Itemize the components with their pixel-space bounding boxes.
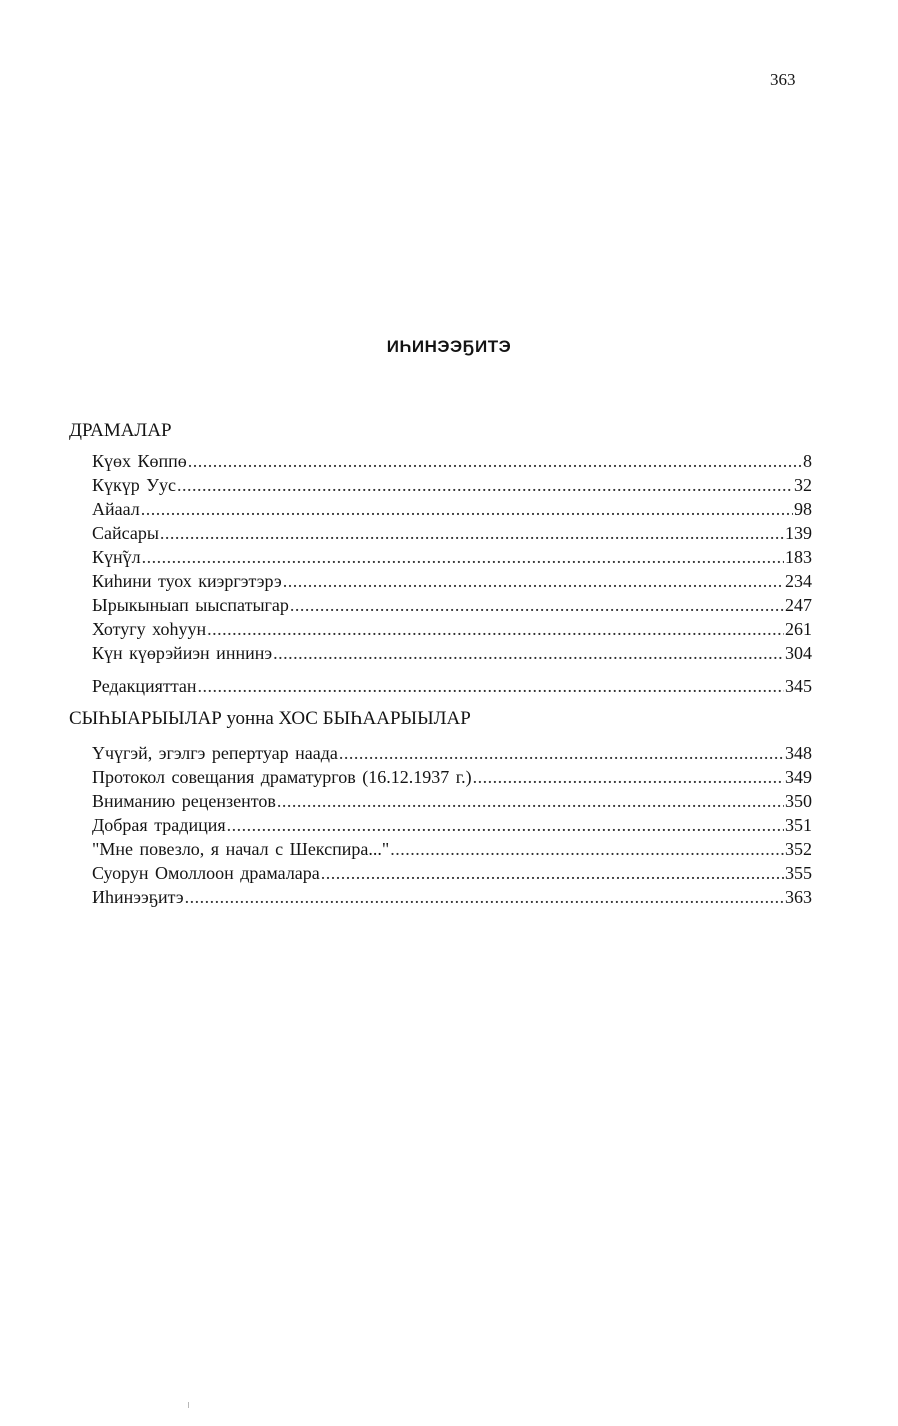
- scan-artifact: [188, 1402, 189, 1408]
- toc-entry[interactable]: [92, 497, 812, 521]
- entry-title: Айаал: [92, 499, 140, 519]
- toc-entry[interactable]: [92, 837, 812, 861]
- dot-leader: [207, 617, 784, 641]
- dot-leader: [188, 449, 802, 473]
- toc-entry[interactable]: [92, 789, 812, 813]
- toc-title: ИҺИНЭЭҔИТЭ: [386, 337, 512, 356]
- entry-page: 261: [785, 619, 812, 639]
- entry-title: Ырыкыныап ыыспатыгар: [92, 595, 289, 615]
- entry-title: Протокол совещания драматургов (16.12.1937 г.): [92, 767, 472, 787]
- toc-entry[interactable]: [92, 593, 812, 617]
- dot-leader: [142, 545, 784, 569]
- dot-leader: [321, 861, 784, 885]
- toc-entry[interactable]: [92, 641, 812, 665]
- dot-leader: [473, 765, 784, 789]
- entry-page: 348: [785, 743, 812, 763]
- entry-title: Иһинээҕитэ: [92, 887, 184, 907]
- entry-page: 350: [785, 791, 812, 811]
- dot-leader: [227, 813, 784, 837]
- entry-page: 183: [785, 547, 812, 567]
- dot-leader: [160, 521, 784, 545]
- toc-entry[interactable]: [92, 885, 812, 909]
- entry-page: 32: [794, 475, 812, 495]
- entry-title: Вниманию рецензентов: [92, 791, 276, 811]
- entry-title: Күн̃үл: [92, 547, 141, 567]
- entry-page: 351: [785, 815, 812, 835]
- dot-leader: [177, 473, 793, 497]
- dramas-entries: [92, 449, 812, 665]
- dot-leader: [273, 641, 784, 665]
- entry-title: Үчүгэй, эгэлгэ репертуар наада: [92, 743, 338, 763]
- entry-page: 234: [785, 571, 812, 591]
- dot-leader: [185, 885, 784, 909]
- toc-entry[interactable]: [92, 674, 812, 698]
- entry-page: 355: [785, 863, 812, 883]
- entry-title: Сайсары: [92, 523, 159, 543]
- toc-entry[interactable]: [92, 861, 812, 885]
- entry-page: 247: [785, 595, 812, 615]
- dot-leader: [283, 569, 784, 593]
- toc-entry[interactable]: [92, 813, 812, 837]
- entry-page: 345: [785, 676, 812, 696]
- entry-title: Добрая традиция: [92, 815, 226, 835]
- entry-title: Күкүр Уус: [92, 475, 176, 495]
- entry-page: 304: [785, 643, 812, 663]
- entry-page: 139: [785, 523, 812, 543]
- entry-title: Күн күөрэйиэн иннинэ: [92, 643, 273, 663]
- page-number: 363: [770, 70, 796, 89]
- toc-entry[interactable]: [92, 765, 812, 789]
- toc-entry[interactable]: [92, 521, 812, 545]
- entry-page: 352: [785, 839, 812, 859]
- toc-entry[interactable]: [92, 741, 812, 765]
- dot-leader: [277, 789, 784, 813]
- entry-title: Күөх Көппө: [92, 451, 187, 471]
- section-heading-appendices: СЫҺЫАРЫЫЛАР уонна ХОС БЫҺААРЫЫЛАР: [69, 708, 471, 729]
- appendices-entries: [92, 741, 812, 909]
- editorial-entries: [92, 674, 812, 698]
- entry-page: 349: [785, 767, 812, 787]
- entry-page: 8: [803, 451, 812, 471]
- toc-entry[interactable]: [92, 545, 812, 569]
- toc-entry[interactable]: [92, 569, 812, 593]
- entry-title: Редакцияттан: [92, 676, 197, 696]
- entry-title: "Мне повезло, я начал с Шекспира...": [92, 839, 390, 859]
- dot-leader: [390, 837, 784, 861]
- entry-page: 363: [785, 887, 812, 907]
- entry-page: 98: [794, 499, 812, 519]
- section-heading-dramas: ДРАМАЛАР: [69, 420, 172, 441]
- entry-title: Суорун Омоллоон драмалара: [92, 863, 320, 883]
- dot-leader: [198, 674, 784, 698]
- entry-title: Киһини туох киэргэтэрэ: [92, 571, 282, 591]
- dot-leader: [141, 497, 793, 521]
- entry-title: Хотугу хоһуун: [92, 619, 207, 639]
- toc-entry[interactable]: [92, 617, 812, 641]
- dot-leader: [290, 593, 784, 617]
- toc-entry[interactable]: [92, 473, 812, 497]
- dot-leader: [339, 741, 784, 765]
- toc-entry[interactable]: [92, 449, 812, 473]
